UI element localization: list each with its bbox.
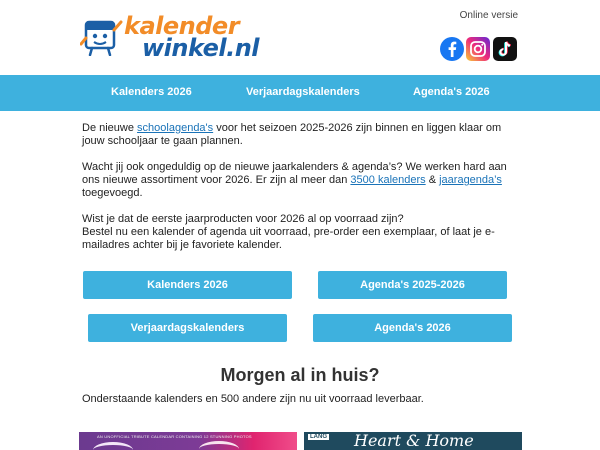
intro-paragraph-1 <box>82 122 522 148</box>
main-nav <box>0 75 600 111</box>
intro-text-segment: Wacht jij ook ongeduldig op de nieuwe jaarkalenders & agenda’s? We werken hard aan ons nieuwe assortiment voor 2026. Er zijn al meer dan <box>82 161 507 186</box>
jaaragendas-link[interactable]: jaaragenda’s <box>439 174 502 186</box>
intro-text-segment: toegevoegd. <box>82 187 143 199</box>
facebook-icon[interactable] <box>440 37 464 61</box>
decorative-swirl <box>199 441 239 450</box>
nav-item-kalenders-2026[interactable]: Kalenders 2026 <box>111 86 192 98</box>
verjaardagskalenders-button[interactable]: Verjaardagskalenders <box>88 314 287 342</box>
intro-text-segment: Wist je dat de eerste jaarproducten voor 2026 al op voorraad zijn? <box>82 213 404 225</box>
kalenders-2026-button[interactable]: Kalenders 2026 <box>83 271 292 299</box>
decorative-swirl <box>93 442 133 450</box>
intro-text-segment: Bestel nu een kalender of agenda uit voorraad, pre-order een exemplaar, of laat je e-mailadres achter bij je favoriete kalender. <box>82 226 495 251</box>
instagram-icon[interactable] <box>466 37 490 61</box>
product-thumbnail[interactable] <box>304 432 522 450</box>
intro-text-segment: voor het seizoen 2025-2026 zijn binnen en liggen klaar om jouw schooljaar te gaan plannen. <box>82 122 502 147</box>
product-caption: AN UNOFFICIAL TRIBUTE CALENDAR CONTAINING 12 STUNNING PHOTOS <box>97 434 252 439</box>
instagram-glyph-icon <box>466 37 490 61</box>
section-heading: Morgen al in huis? <box>220 365 380 385</box>
section-text: Onderstaande kalenders en 500 andere zijn nu uit voorraad leverbaar. <box>82 393 424 405</box>
schoolagendas-link[interactable]: schoolagenda's <box>137 122 214 134</box>
online-version-link[interactable]: Online versie <box>459 10 518 21</box>
kalenders-link[interactable]: 3500 kalenders <box>350 174 426 186</box>
intro-text <box>82 122 522 265</box>
intro-paragraph-2 <box>82 161 522 200</box>
logo-text-winkel: winkel.nl <box>142 34 260 62</box>
tiktok-glyph-icon <box>493 37 517 61</box>
calendar-mascot-icon <box>80 16 124 56</box>
agendas-2025-2026-button[interactable]: Agenda's 2025-2026 <box>318 271 507 299</box>
nav-item-verjaardagskalenders[interactable]: Verjaardagskalenders <box>246 86 360 98</box>
product-brand: LANG <box>310 434 327 440</box>
agendas-2026-button[interactable]: Agenda's 2026 <box>313 314 512 342</box>
tiktok-icon[interactable] <box>493 37 517 61</box>
intro-text-segment: De nieuwe <box>82 122 138 134</box>
product-title: Heart & Home <box>354 432 474 450</box>
nav-item-agendas-2026[interactable]: Agenda's 2026 <box>413 86 490 98</box>
facebook-glyph-icon <box>440 37 464 61</box>
logo-text-kalender: kalender <box>124 12 240 40</box>
email-header <box>0 0 600 75</box>
intro-paragraph-3 <box>82 213 522 252</box>
product-thumbnail[interactable] <box>79 432 297 450</box>
kalenderwinkel-logo[interactable] <box>80 12 260 62</box>
intro-text-segment: & <box>425 174 440 186</box>
